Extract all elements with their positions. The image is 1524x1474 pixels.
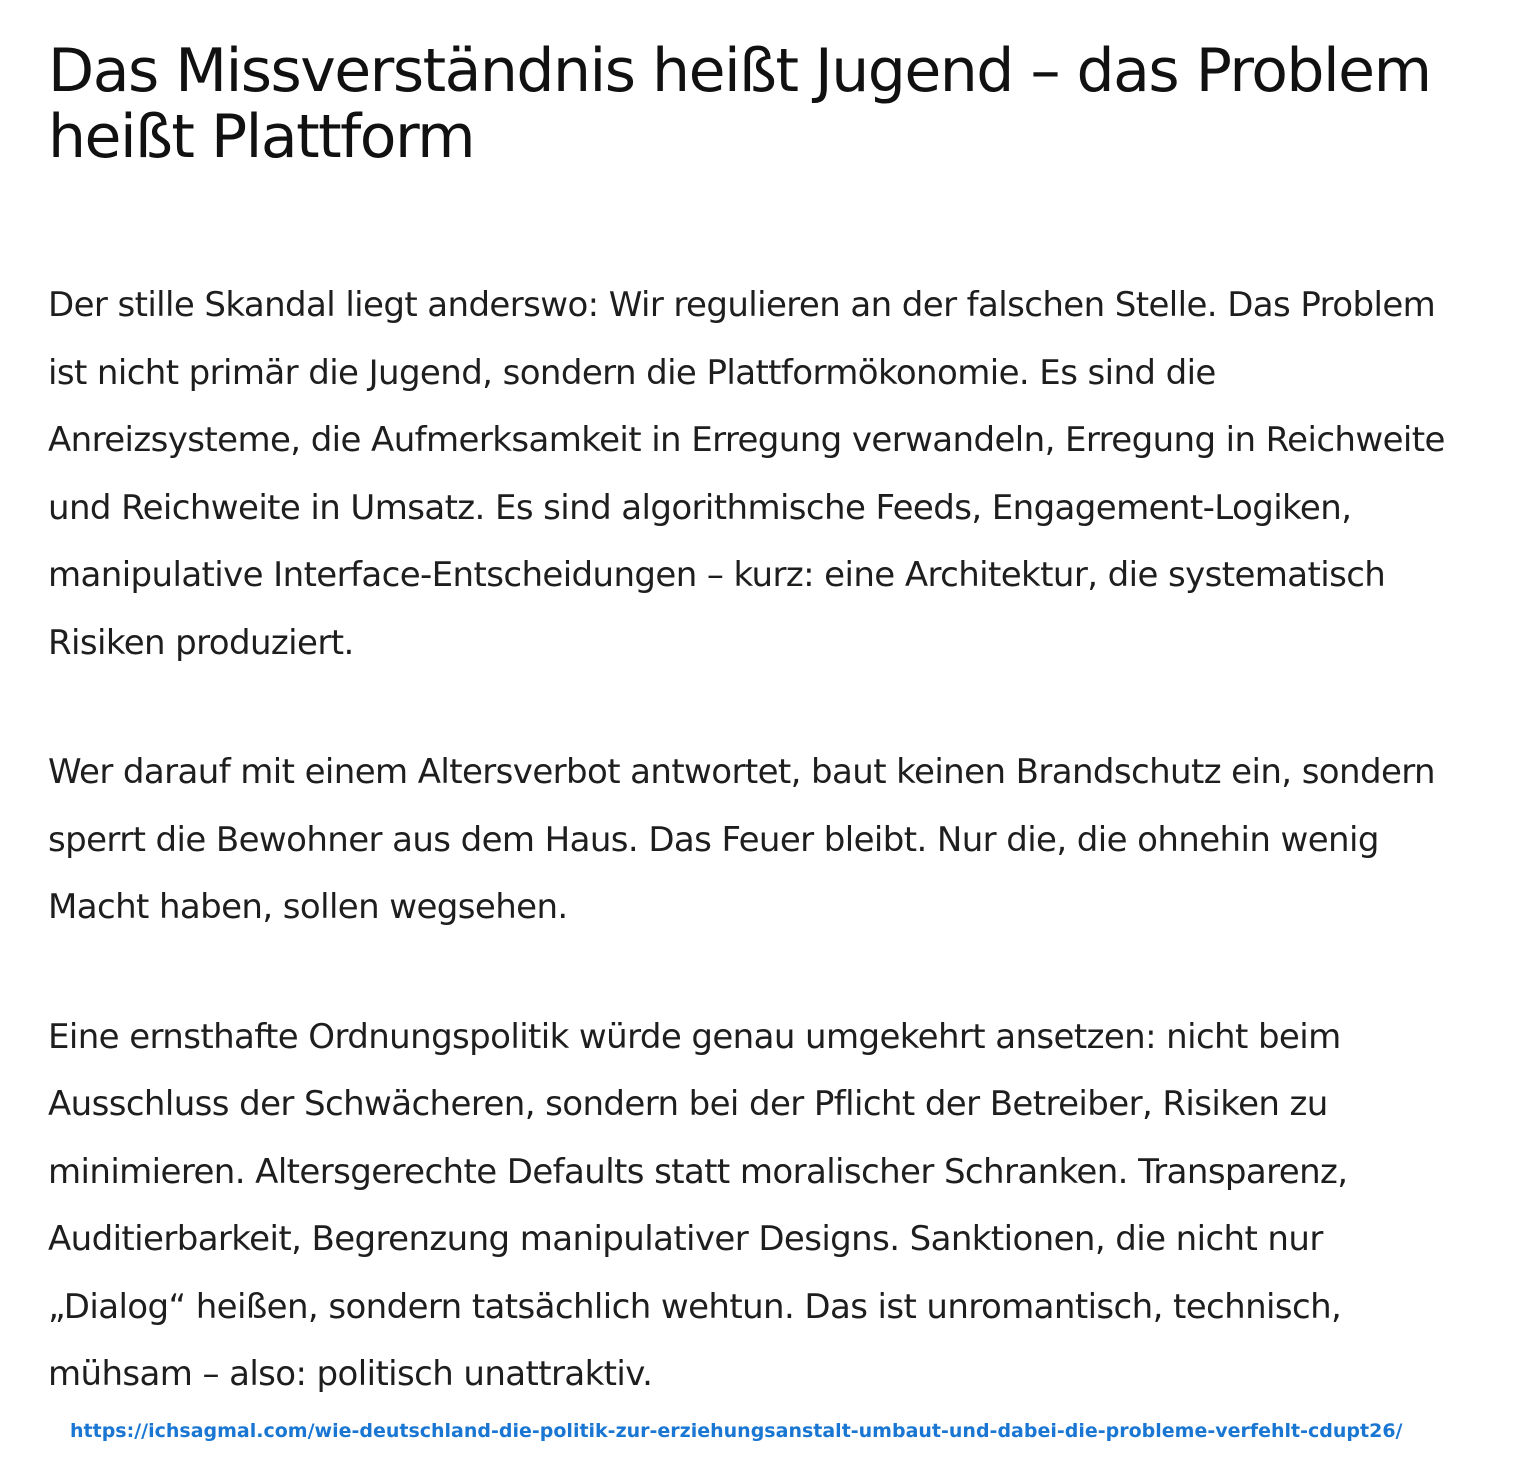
article-title: Das Missverständnis heißt Jugend – das Problem heißt Plattform	[48, 36, 1431, 172]
article-paragraph: Wer darauf mit einem Altersverbot antwortet, baut keinen Brandschutz ein, sondern sperrt die Bewohner aus dem Haus. Das Feuer bleibt. Nur die, die ohnehin wenig Macht haben, sollen wegsehen.	[48, 752, 1435, 927]
article-paragraph: Eine ernsthafte Ordnungspolitik würde genau umgekehrt ansetzen: nicht beim Ausschluss der Schwächeren, sondern bei der Pflicht der Betreiber, Risiken zu minimieren. Altersgerechte Defaults statt moralischer Schranken. Transparenz, Auditierbarkeit, Begrenzung manipulativer Designs. Sanktionen, die nicht nur „Dialog“ heißen, sondern tatsächlich wehtun. Das ist unromantisch, technisch, mühsam – also: politisch unattraktiv.	[48, 1016, 1348, 1394]
article-body	[48, 272, 1468, 1409]
article-paragraph: Der stille Skandal liegt anderswo: Wir regulieren an der falschen Stelle. Das Problem ist nicht primär die Jugend, sondern die Plattformökonomie. Es sind die Anreizsysteme, die Aufmerksamkeit in Erregung verwandeln, Erregung in Reichweite und Reichweite in Umsatz. Es sind algorithmische Feeds, Engagement-Logiken, manipulative Interface-Entscheidungen – kurz: eine Architektur, die systematisch Risiken produziert.	[48, 285, 1445, 663]
article	[48, 38, 1468, 1409]
source-link[interactable]: https://ichsagmal.com/wie-deutschland-die-politik-zur-erziehungsanstalt-umbaut-und-dabei-die-probleme-verfehlt-cdupt26/	[70, 1420, 1403, 1442]
